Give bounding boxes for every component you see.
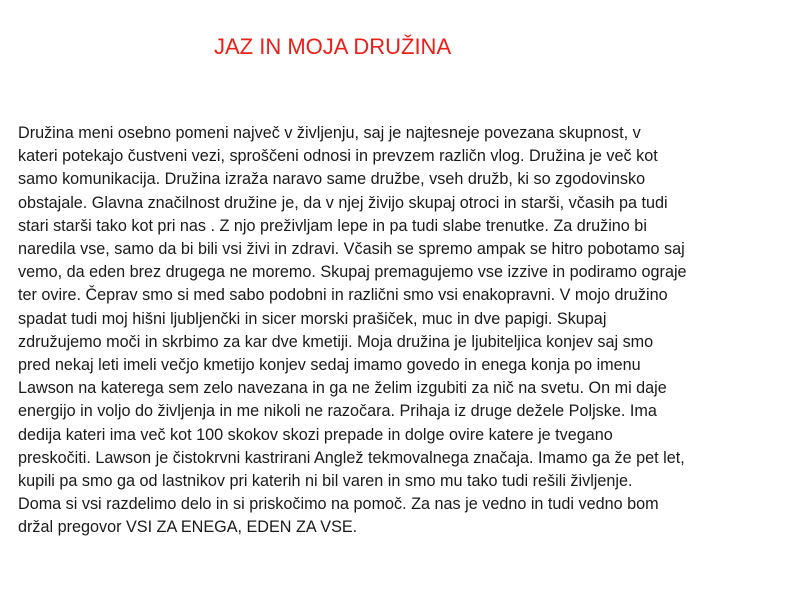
body-line: Lawson na katerega sem zelo navezana in ga ne želim izgubiti za nič na svetu. On mi daje: [18, 379, 667, 398]
body-line: kateri potekajo čustveni vezi, sproščeni odnosi in prevzem različn vlog. Družina je več kot: [18, 147, 658, 166]
body-line: stari starši tako kot pri nas . Z njo preživljam lepe in pa tudi slabe trenutke. Za družino bi: [18, 216, 647, 235]
body-line: preskočiti. Lawson je čistokrvni kastrirani Anglež tekmovalnega značaja. Imamo ga že pet let,: [18, 448, 685, 467]
body-line: ter ovire. Čeprav smo si med sabo podobni in različni smo vsi enakopravni. V mojo družino: [18, 286, 668, 305]
body-line: kupili pa smo ga od lastnikov pri katerih ni bil varen in smo mu tako tudi rešili življenje.: [18, 472, 633, 491]
document-title: JAZ IN MOJA DRUŽINA: [214, 34, 452, 59]
body-line: naredila vse, samo da bi bili vsi živi in zdravi. Včasih se spremo ampak se hitro pobotamo saj: [18, 240, 685, 259]
body-line: spadat tudi moj hišni ljubljenčki in sicer morski prašiček, muc in dve papigi. Skupaj: [18, 309, 607, 328]
body-line: dedija kateri ima več kot 100 skokov skozi prepade in dolge ovire katere je tvegano: [18, 425, 613, 444]
body-line: energijo in voljo do življenja in me nikoli ne razočara. Prihaja iz druge dežele Poljske. Ima: [18, 402, 657, 421]
body-line: Doma si vsi razdelimo delo in si priskočimo na pomoč. Za nas je vedno in tudi vedno bom: [18, 495, 659, 514]
body-line: držal pregovor VSI ZA ENEGA, EDEN ZA VSE.: [18, 518, 358, 537]
document-body: [18, 122, 798, 540]
body-line: vemo, da eden brez drugega ne moremo. Skupaj premagujemo vse izzive in podiramo ograje: [18, 263, 687, 282]
body-line: samo komunikacija. Družina izraža naravo same družbe, vseh družb, ki so zgodovinsko: [18, 170, 646, 189]
body-line: združujemo moči in skrbimo za kar dve kmetiji. Moja družina je ljubiteljica konjev saj smo: [18, 332, 654, 351]
body-line: Družina meni osebno pomeni največ v življenju, saj je najtesneje povezana skupnost, v: [18, 124, 641, 142]
body-line: obstajale. Glavna značilnost družine je, da v njej živijo skupaj otroci in starši, včasih pa tudi: [18, 193, 668, 212]
body-line: pred nekaj leti imeli večjo kmetijo konjev sedaj imamo govedo in enega konja po imenu: [18, 356, 641, 375]
